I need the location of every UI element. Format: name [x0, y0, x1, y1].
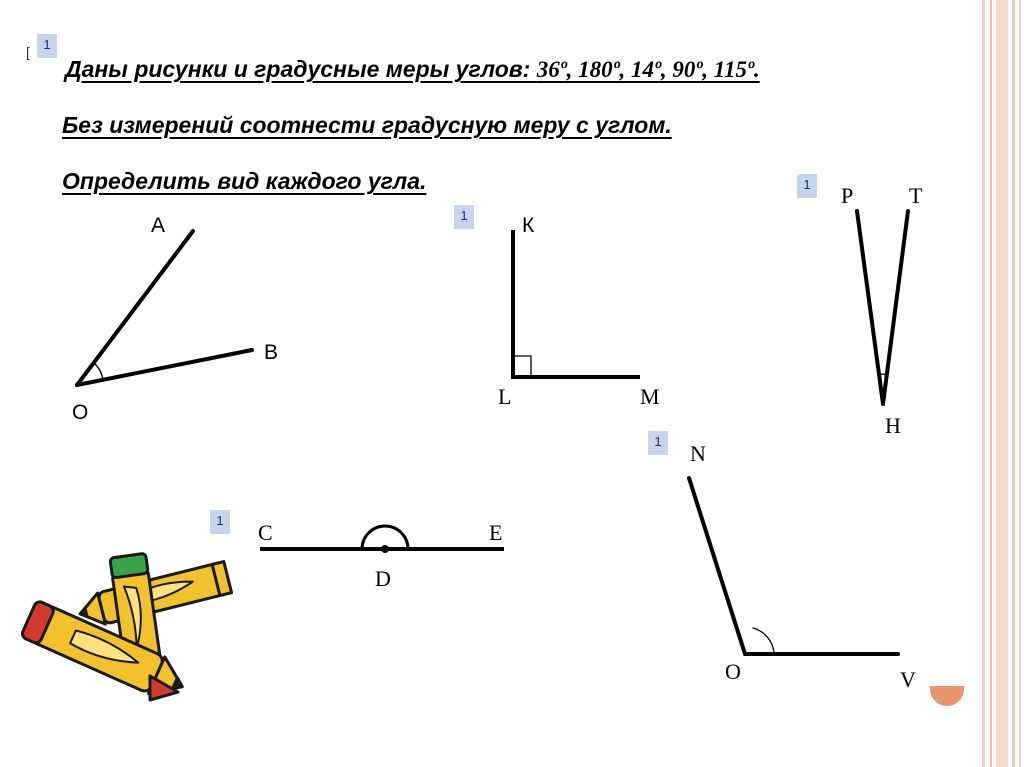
label-l: L	[498, 384, 512, 409]
marker-angle-nov: 1	[648, 431, 668, 455]
label-t: T	[909, 183, 923, 208]
ray-oa	[77, 231, 193, 385]
task-line-3: Определить вид каждого угла.	[62, 168, 427, 194]
angle-aob	[77, 231, 252, 385]
arc-aob	[94, 363, 103, 380]
label-h: H	[885, 413, 901, 438]
right-angle-mark	[515, 356, 531, 375]
top-left-marker-b: 1	[37, 34, 57, 58]
top-left-marker-a: [	[26, 44, 30, 60]
angle-klm	[513, 232, 638, 377]
label-p: P	[841, 183, 854, 208]
label-k: К	[522, 214, 535, 237]
label-n: N	[690, 441, 706, 466]
ray-on	[689, 478, 745, 654]
angle-pht	[857, 211, 908, 404]
task-line-2: Без измерений соотнести градусную меру с углом.	[62, 112, 672, 138]
label-a: A	[151, 214, 166, 237]
task-line-1-numbers: 36º, 180º, 14º, 90º, 115º.	[536, 57, 760, 82]
task-line-1-text: Даны рисунки и градусные меры углов:	[65, 56, 537, 82]
arc-nov	[753, 628, 774, 652]
label-o2: O	[725, 659, 741, 684]
point-d	[381, 545, 389, 553]
label-b: B	[264, 341, 279, 364]
label-e: E	[489, 520, 503, 545]
pencils-clipart-icon	[21, 553, 232, 705]
arc-pht	[879, 374, 887, 376]
marker-angle-klm: 1	[454, 205, 474, 229]
label-c: C	[258, 520, 273, 545]
label-o1: O	[72, 401, 89, 424]
marker-angle-pht: 1	[797, 174, 817, 198]
marker-angle-cde: 1	[210, 510, 230, 534]
label-v: V	[900, 667, 916, 692]
ray-hp	[857, 211, 883, 404]
angle-nov	[689, 478, 898, 654]
angle-cde	[262, 526, 502, 553]
label-d: D	[375, 566, 391, 591]
label-m: M	[640, 384, 660, 409]
